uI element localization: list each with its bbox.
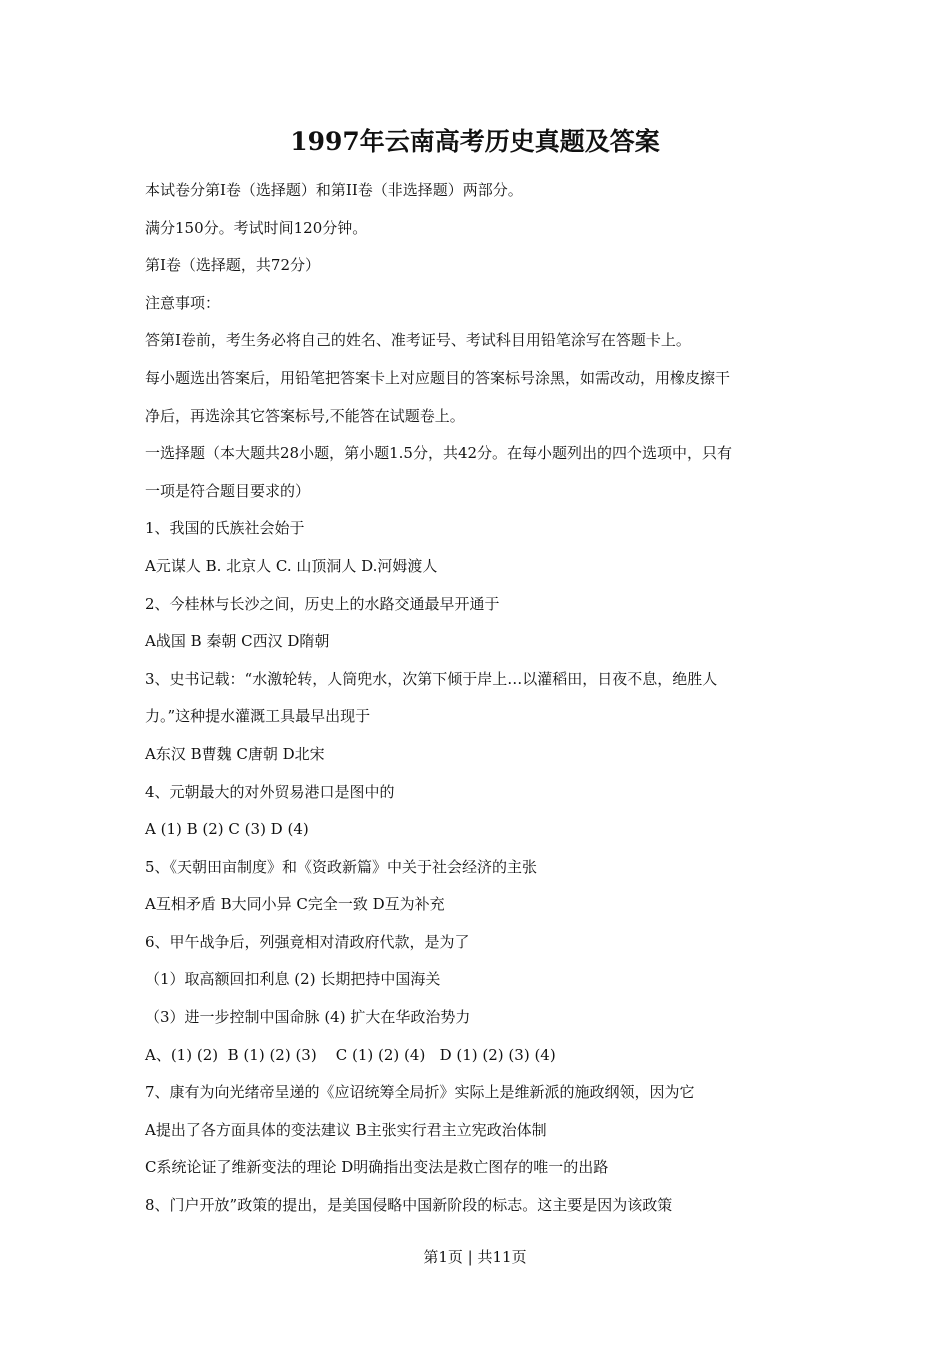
question-6: 6、甲午战争后，列强竟相对清政府代款，是为了 [145,932,470,951]
question-5: 5、《天朝田亩制度》和《资政新篇》中关于社会经济的主张 [145,857,538,876]
document-body [145,172,815,1225]
text-line: 一项是符合题目要求的） [145,481,311,500]
text-line: 第I卷（选择题，共72分） [145,256,321,275]
question-2-options: A战国 B 秦朝 C西汉 D隋朝 [145,632,330,651]
question-4-options: A (1) B (2) C (3) D (4) [145,820,309,839]
page-title: 1997年云南高考历史真题及答案 [290,127,660,156]
question-5-options: A互相矛盾 B大同小异 C完全一致 D互为补充 [145,895,445,914]
question-3-options: A东汉 B曹魏 C唐朝 D北宋 [145,744,325,763]
question-4: 4、元朝最大的对外贸易港口是图中的 [145,782,395,801]
page-footer: 第1页 | 共11页 [423,1248,527,1266]
text-line: 满分150分。考试时间120分钟。 [145,218,368,237]
question-7-options: A提出了各方面具体的变法建议 B主张实行君主立宪政治体制 [145,1120,547,1139]
question-1-options: A元谋人 B. 北京人 C. 山顶洞人 D.河姆渡人 [145,556,438,575]
text-line: 注意事项： [145,293,221,312]
text-line: 答第I卷前，考生务必将自己的姓名、准考证号、考试科目用铅笔涂写在答题卡上。 [145,331,691,350]
text-line: 本试卷分第I卷（选择题）和第II卷（非选择题）两部分。 [145,181,523,199]
question-6-options: A、(1) (2) B (1) (2) (3) C (1) (2) (4) D (1) (2) (3) (4) [145,1045,556,1064]
question-1: 1、我国的氏族社会始于 [145,519,305,538]
question-2: 2、今桂林与长沙之间，历史上的水路交通最早开通于 [145,594,500,613]
text-line: 每小题选出答案后，用铅笔把答案卡上对应题目的答案标号涂黑，如需改动，用橡皮擦干 [145,368,731,387]
text-line: 一选择题（本大题共28小题，第小题1.5分，共42分。在每小题列出的四个选项中，只有 [145,444,733,463]
question-3-cont: 力。”这种提水灌溉工具最早出现于 [145,707,371,726]
question-7-options: C系统论证了维新变法的理论 D明确指出变法是救亡图存的唯一的出路 [145,1158,609,1177]
question-6-items: （1）取高额回扣利息 (2) 长期把持中国海关 [145,970,441,989]
question-8: 8、门户开放”政策的提出，是美国侵略中国新阶段的标志。这主要是因为该政策 [145,1196,673,1215]
question-6-items: （3）进一步控制中国命脉 (4) 扩大在华政治势力 [145,1008,471,1027]
question-7: 7、康有为向光绪帝呈递的《应诏统筹全局折》实际上是维新派的施政纲领，因为它 [145,1083,695,1102]
question-3: 3、史书记载：“水激轮转，人筒兜水，次第下倾于岸上…以灌稻田，日夜不息，绝胜人 [145,669,718,688]
text-line: 净后，再选涂其它答案标号,不能答在试题卷上。 [145,406,465,425]
